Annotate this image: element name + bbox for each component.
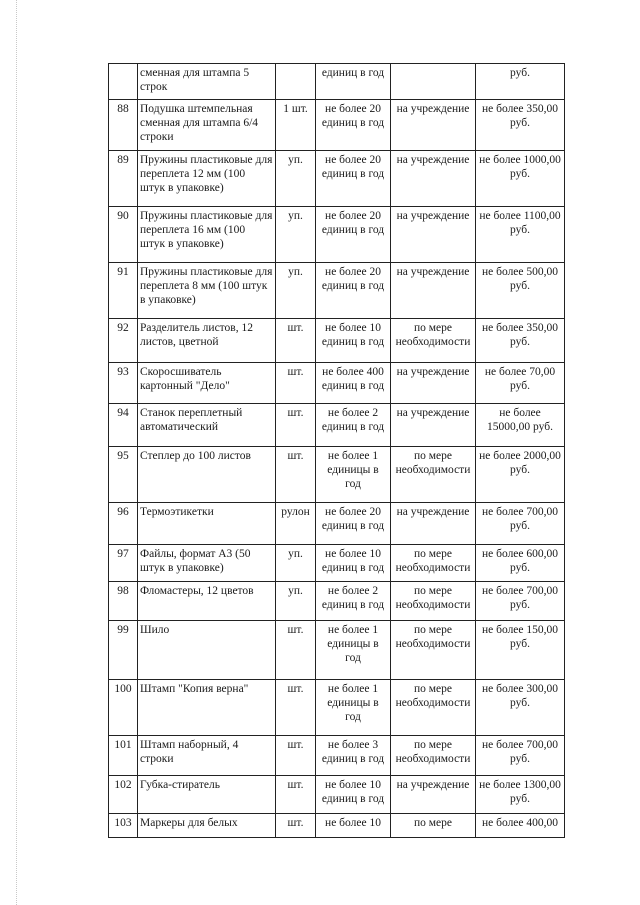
row-number: 96	[109, 503, 138, 545]
item-price: не более 15000,00 руб.	[476, 404, 565, 447]
item-quantity: не более 20 единиц в год	[316, 100, 391, 151]
item-name: Штамп наборный, 4 строки	[138, 736, 276, 776]
item-unit: уп.	[276, 582, 316, 621]
item-price: не более 400,00	[476, 814, 565, 838]
row-number: 102	[109, 776, 138, 814]
procurement-table	[108, 63, 565, 838]
item-unit: 1 шт.	[276, 100, 316, 151]
item-frequency: на учреждение	[391, 151, 476, 207]
item-price: не более 1100,00 руб.	[476, 207, 565, 263]
table-row	[109, 545, 565, 582]
item-price: не более 350,00 руб.	[476, 319, 565, 363]
item-price: не более 70,00 руб.	[476, 363, 565, 404]
item-quantity: не более 10 единиц в год	[316, 776, 391, 814]
item-price: не более 350,00 руб.	[476, 100, 565, 151]
table-body	[109, 64, 565, 838]
item-price: не более 2000,00 руб.	[476, 447, 565, 503]
row-number	[109, 64, 138, 100]
item-frequency: на учреждение	[391, 404, 476, 447]
table-row	[109, 447, 565, 503]
row-number: 88	[109, 100, 138, 151]
table-row	[109, 621, 565, 680]
row-number: 100	[109, 680, 138, 736]
table-row	[109, 736, 565, 776]
row-number: 90	[109, 207, 138, 263]
table-row	[109, 319, 565, 363]
item-quantity: не более 20 единиц в год	[316, 263, 391, 319]
row-number: 95	[109, 447, 138, 503]
item-unit: шт.	[276, 814, 316, 838]
item-quantity: не более 2 единиц в год	[316, 582, 391, 621]
item-frequency	[391, 64, 476, 100]
item-unit: рулон	[276, 503, 316, 545]
item-unit	[276, 64, 316, 100]
row-number: 92	[109, 319, 138, 363]
item-name: Губка-стиратель	[138, 776, 276, 814]
item-price: не более 500,00 руб.	[476, 263, 565, 319]
item-quantity: не более 400 единиц в год	[316, 363, 391, 404]
table-row	[109, 151, 565, 207]
item-quantity: единиц в год	[316, 64, 391, 100]
table-row	[109, 582, 565, 621]
item-frequency: по мере необходимости	[391, 582, 476, 621]
item-quantity: не более 2 единиц в год	[316, 404, 391, 447]
item-name: Подушка штемпельная сменная для штампа 6/4 строки	[138, 100, 276, 151]
table-row	[109, 207, 565, 263]
item-frequency: по мере необходимости	[391, 545, 476, 582]
item-price: не более 700,00 руб.	[476, 582, 565, 621]
item-unit: шт.	[276, 447, 316, 503]
item-frequency: по мере необходимости	[391, 621, 476, 680]
item-quantity: не более 10 единиц в год	[316, 319, 391, 363]
item-quantity: не более 20 единиц в год	[316, 207, 391, 263]
item-frequency: по мере необходимости	[391, 736, 476, 776]
item-name: Степлер до 100 листов	[138, 447, 276, 503]
item-quantity: не более 10	[316, 814, 391, 838]
item-name: Разделитель листов, 12 листов, цветной	[138, 319, 276, 363]
row-number: 98	[109, 582, 138, 621]
table-row	[109, 776, 565, 814]
item-name: Пружины пластиковые для переплета 8 мм (100 штук в упаковке)	[138, 263, 276, 319]
item-name: Фломастеры, 12 цветов	[138, 582, 276, 621]
row-number: 103	[109, 814, 138, 838]
row-number: 93	[109, 363, 138, 404]
table-row	[109, 503, 565, 545]
item-unit: шт.	[276, 736, 316, 776]
item-frequency: на учреждение	[391, 263, 476, 319]
item-frequency: на учреждение	[391, 503, 476, 545]
item-quantity: не более 1 единицы в год	[316, 680, 391, 736]
row-number: 91	[109, 263, 138, 319]
item-unit: уп.	[276, 207, 316, 263]
item-quantity: не более 20 единиц в год	[316, 151, 391, 207]
item-name: Скоросшиватель картонный "Дело"	[138, 363, 276, 404]
table-row	[109, 814, 565, 838]
item-unit: шт.	[276, 776, 316, 814]
item-name: Шило	[138, 621, 276, 680]
item-frequency: по мере	[391, 814, 476, 838]
item-unit: шт.	[276, 621, 316, 680]
item-quantity: не более 1 единицы в год	[316, 621, 391, 680]
item-quantity: не более 20 единиц в год	[316, 503, 391, 545]
item-unit: уп.	[276, 263, 316, 319]
item-price: не более 1000,00 руб.	[476, 151, 565, 207]
row-number: 89	[109, 151, 138, 207]
item-frequency: на учреждение	[391, 207, 476, 263]
item-frequency: по мере необходимости	[391, 447, 476, 503]
item-quantity: не более 3 единиц в год	[316, 736, 391, 776]
item-name: Станок переплетный автоматический	[138, 404, 276, 447]
row-number: 101	[109, 736, 138, 776]
scan-edge-marks	[16, 0, 18, 905]
item-unit: уп.	[276, 151, 316, 207]
item-name: Термоэтикетки	[138, 503, 276, 545]
table-row	[109, 404, 565, 447]
item-name: Файлы, формат А3 (50 штук в упаковке)	[138, 545, 276, 582]
item-frequency: на учреждение	[391, 363, 476, 404]
item-unit: шт.	[276, 680, 316, 736]
item-price: не более 300,00 руб.	[476, 680, 565, 736]
item-unit: уп.	[276, 545, 316, 582]
table-row	[109, 64, 565, 100]
row-number: 99	[109, 621, 138, 680]
table-row	[109, 100, 565, 151]
item-unit: шт.	[276, 319, 316, 363]
item-price: не более 700,00 руб.	[476, 736, 565, 776]
table-row	[109, 363, 565, 404]
item-price: не более 1300,00 руб.	[476, 776, 565, 814]
table-row	[109, 263, 565, 319]
item-frequency: по мере необходимости	[391, 319, 476, 363]
item-price: не более 150,00 руб.	[476, 621, 565, 680]
item-unit: шт.	[276, 404, 316, 447]
item-frequency: по мере необходимости	[391, 680, 476, 736]
item-name: Пружины пластиковые для переплета 16 мм (100 штук в упаковке)	[138, 207, 276, 263]
item-name: сменная для штампа 5 строк	[138, 64, 276, 100]
item-name: Штамп "Копия верна"	[138, 680, 276, 736]
item-frequency: на учреждение	[391, 100, 476, 151]
item-price: не более 700,00 руб.	[476, 503, 565, 545]
row-number: 94	[109, 404, 138, 447]
item-frequency: на учреждение	[391, 776, 476, 814]
item-name: Пружины пластиковые для переплета 12 мм (100 штук в упаковке)	[138, 151, 276, 207]
item-unit: шт.	[276, 363, 316, 404]
item-name: Маркеры для белых	[138, 814, 276, 838]
item-quantity: не более 1 единицы в год	[316, 447, 391, 503]
item-quantity: не более 10 единиц в год	[316, 545, 391, 582]
item-price: руб.	[476, 64, 565, 100]
table-row	[109, 680, 565, 736]
row-number: 97	[109, 545, 138, 582]
item-price: не более 600,00 руб.	[476, 545, 565, 582]
